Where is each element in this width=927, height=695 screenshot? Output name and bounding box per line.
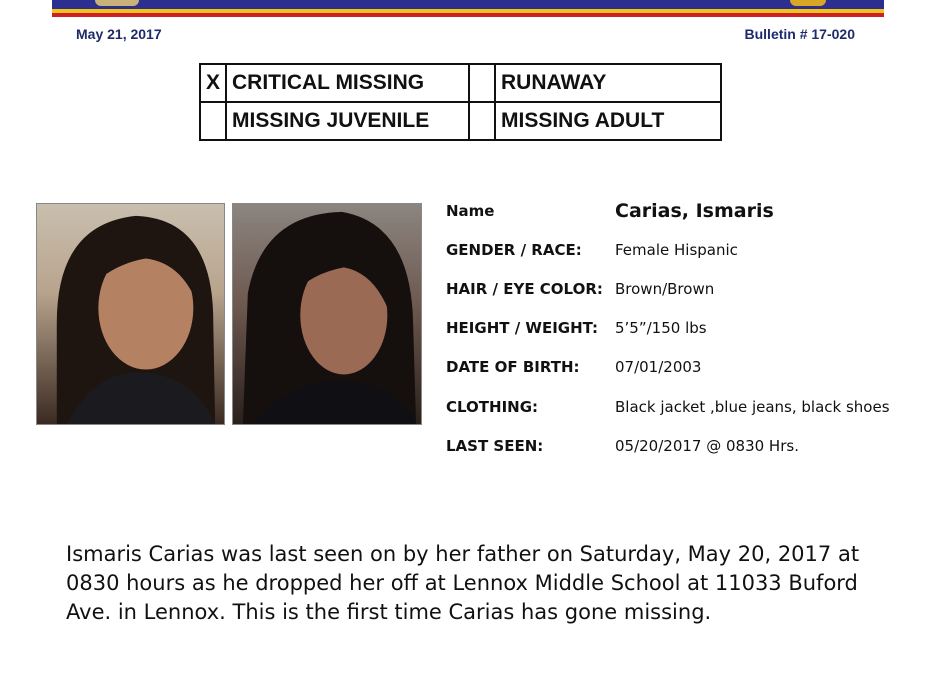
missing-juvenile-checkbox — [200, 102, 226, 140]
subject-photo-1 — [36, 203, 225, 425]
category-table — [199, 63, 722, 141]
clothing-value: Black jacket ,blue jeans, black shoes — [615, 398, 890, 416]
category-row — [200, 102, 721, 140]
last-seen-value: 05/20/2017 @ 0830 Hrs. — [615, 437, 799, 455]
dob-label: DATE OF BIRTH: — [446, 358, 580, 376]
narrative-paragraph: Ismaris Carias was last seen on by her father on Saturday, May 20, 2017 at 0830 hours as he dropped her off at Lennox Middle School at 11033 Buford Ave. in Lennox. This is the first time Carias has gone missing. — [66, 542, 860, 624]
missing-adult-checkbox — [469, 102, 495, 140]
height-weight-label: HEIGHT / WEIGHT: — [446, 319, 599, 337]
bulletin-number: Bulletin # 17-020 — [744, 26, 855, 42]
hair-eye-value: Brown/Brown — [615, 280, 715, 298]
missing-juvenile-label: MISSING JUVENILE — [226, 102, 469, 140]
dob-value: 07/01/2003 — [615, 358, 702, 376]
header-stripe-navy — [52, 0, 884, 9]
sheriff-badge-icon — [95, 0, 139, 6]
gender-race-value: Female Hispanic — [615, 241, 738, 259]
gender-race-label: GENDER / RACE: — [446, 241, 582, 259]
missing-adult-label: MISSING ADULT — [495, 102, 721, 140]
height-weight-value: 5’5”/150 lbs — [615, 319, 707, 337]
star-badge-icon — [790, 0, 826, 6]
category-row — [200, 64, 721, 102]
bulletin-date: May 21, 2017 — [76, 26, 162, 42]
subject-photo-2 — [232, 203, 422, 425]
header-bar — [52, 0, 884, 17]
clothing-label: CLOTHING: — [446, 398, 539, 416]
header-stripe-red — [52, 13, 884, 17]
last-seen-label: LAST SEEN: — [446, 437, 544, 455]
critical-missing-label: CRITICAL MISSING — [226, 64, 469, 102]
runaway-label: RUNAWAY — [495, 64, 721, 102]
runaway-checkbox — [469, 64, 495, 102]
critical-missing-checkbox: X — [200, 64, 226, 102]
name-value: Carias, Ismaris — [615, 200, 774, 222]
hair-eye-label: HAIR / EYE COLOR: — [446, 280, 603, 298]
name-label: Name — [446, 202, 495, 220]
